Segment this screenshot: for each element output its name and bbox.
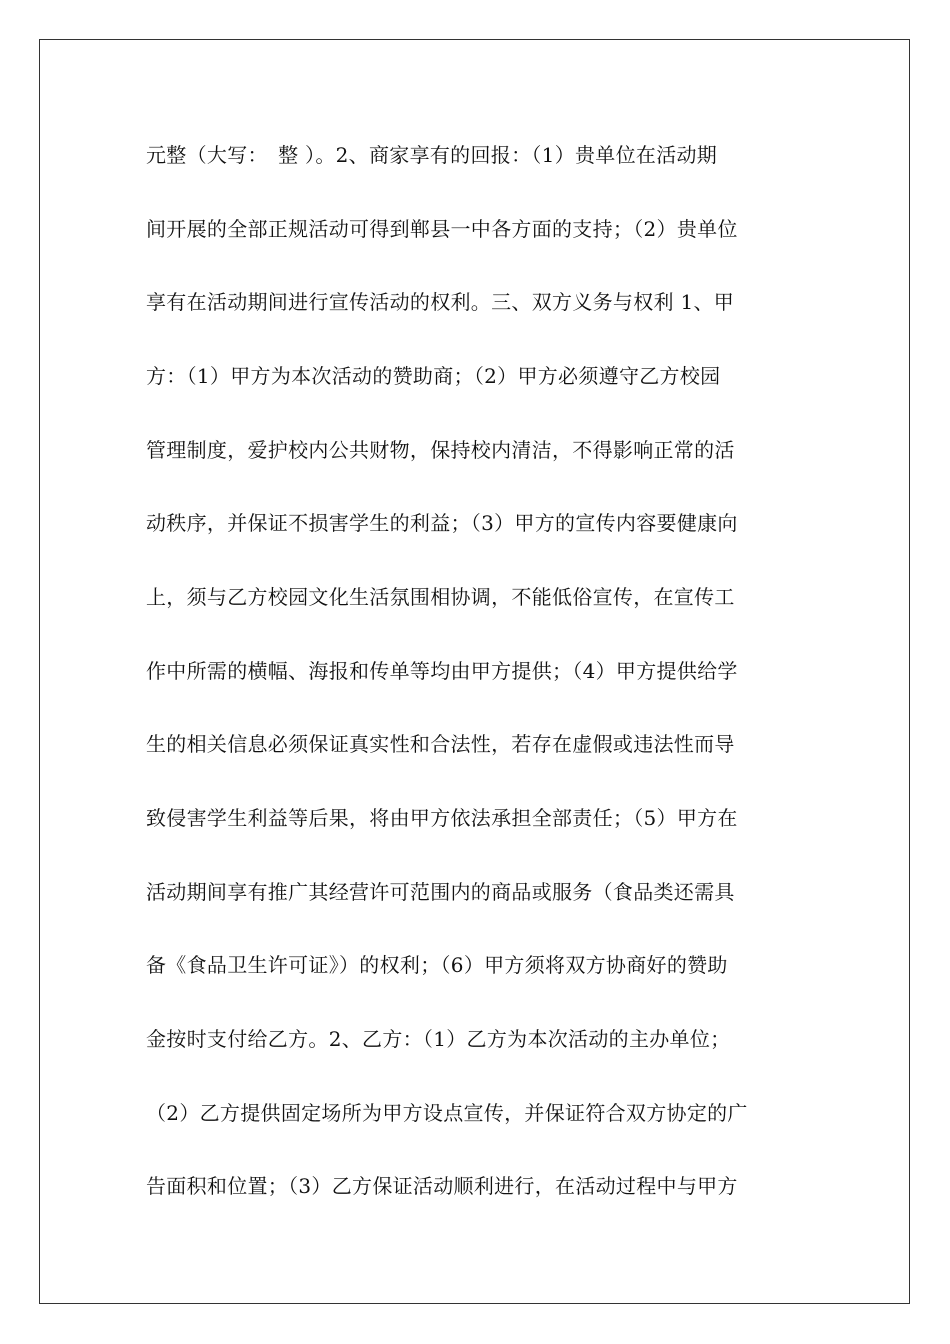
document-body [40, 40, 909, 1303]
text-line: 享有在活动期间进行宣传活动的权利。三、双方义务与权利 1、甲 [146, 290, 735, 314]
text-line: 动秩序，并保证不损害学生的利益；（3）甲方的宣传内容要健康向 [146, 511, 738, 535]
text-line: 金按时支付给乙方。2、乙方：（1）乙方为本次活动的主办单位； [146, 1027, 731, 1051]
page-frame [39, 39, 910, 1304]
text-line: （2）乙方提供固定场所为甲方设点宣传，并保证符合双方协定的广 [146, 1101, 748, 1125]
text-line: 备《食品卫生许可证》）的权利；（6）甲方须将双方协商好的赞助 [146, 953, 728, 977]
text-line: 管理制度，爱护校内公共财物，保持校内清洁，不得影响正常的活 [146, 438, 735, 462]
text-line: 致侵害学生利益等后果，将由甲方依法承担全部责任；（5）甲方在 [146, 806, 738, 830]
text-line: 作中所需的横幅、海报和传单等均由甲方提供；（4）甲方提供给学 [146, 659, 738, 683]
text-line: 上，须与乙方校园文化生活氛围相协调，不能低俗宣传，在宣传工 [146, 585, 735, 609]
text-line: 元整（大写： 整 ）。2、商家享有的回报：（1）贵单位在活动期 [146, 143, 718, 167]
text-line: 告面积和位置；（3）乙方保证活动顺利进行，在活动过程中与甲方 [146, 1174, 738, 1198]
text-line: 方：（1）甲方为本次活动的赞助商；（2）甲方必须遵守乙方校园 [146, 364, 721, 388]
text-line: 生的相关信息必须保证真实性和合法性，若存在虚假或违法性而导 [146, 732, 735, 756]
text-line: 间开展的全部正规活动可得到郸县一中各方面的支持；（2）贵单位 [146, 217, 738, 241]
text-line: 活动期间享有推广其经营许可范围内的商品或服务（食品类还需具 [146, 880, 735, 904]
